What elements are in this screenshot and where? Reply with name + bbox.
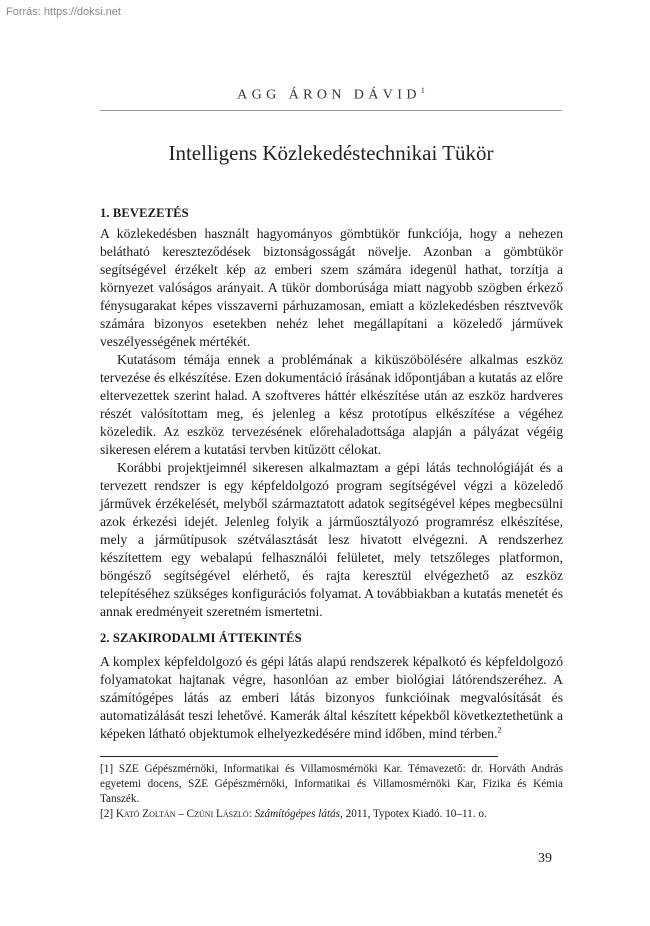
article-title: Intelligens Közlekedéstechnikai Tükör — [168, 141, 494, 165]
source-watermark: Forrás: https://doksi.net — [6, 6, 121, 18]
paragraph: A közlekedésben használt hagyományos gömbtükör funkciója, hogy a nehezen belátható kereszteződések biztonságosságát növelje. Azonban a gömbtükör segítségével érzékelt kép az emberi szem számára idegenül hathat, torzítja a környezet valóságos arányait. A tükör domborúsága miatt nagyobb szögben érkező fénysugarakat képes visszaverni párhuzamosan, emiatt a közlekedésben résztvevők számára bizonyos esetekben nehéz lehet megállapítani a közeledő járművek veszélyességének mértékét. — [100, 226, 563, 349]
paragraph: Korábbi projektjeimnél sikeresen alkalmaztam a gépi látás technológiáját és a tervezett rendszer is egy képfeldolgozó program segítségével végzi a közeledő járművek érzékelését, melyből származtatott adatok segítségével képes megbecsülni azok érkezési idejét. Jelenleg folyik a járműosztályozó programrész elkészítése, mely a járműtípusok szétválasztását lesz hivatott elvégezni. A rendszerhez készítettem egy webalapú felhasználói felületet, mely tetszőleges platformon, böngésző segítségével elérhető, és rajta keresztül elvégezhető az eszköz telepítéséhez szükséges konfigurációs folyamat. A továbbiakban a kutatás menetét és annak eredményeit szeretném ismertetni. — [100, 460, 563, 619]
header-rule — [100, 110, 562, 111]
paragraph: Kutatásom témája ennek a problémának a kiküszöbölésére alkalmas eszköz tervezése és elkészítése. Ezen dokumentáció írásának időpontjában a kutatás az előre eltervezettek szerint halad. A szoftveres háttér elkészítése után az eszköz hardveres részét valósítottam meg, és jelenleg a kész prototípus elkészítése a végéhez közeledik. Az eszköz tervezésének előrehaladottsága alapján a pályázat végéig sikeresen elérem a kutatási tervben kitűzött célokat. — [100, 352, 563, 457]
footnote-ref: 2 — [497, 725, 502, 735]
section-body-2 — [100, 653, 563, 743]
author-footnote-mark: 1 — [420, 86, 425, 95]
footnote-2: [2] Kató Zoltán – Czúni László: Számítógépes látás, 2011, Typotex Kiadó. 10–11. o. — [100, 808, 487, 820]
footnotes — [100, 762, 563, 822]
page-number: 39 — [538, 851, 552, 866]
section-body-1 — [100, 225, 563, 621]
footnote-1: [1] SZE Gépészmérnöki, Informatikai és Villamosmérnöki Kar. Témavezető: dr. Horváth András egyetemi docens, SZE Gépészmérnöki, Informatikai és Villamosmérnöki Kar, Fizika és Kémia Tanszék. — [100, 763, 563, 805]
footnote-rule — [100, 756, 498, 757]
author-name: AGG ÁRON DÁVID$^1$ — [237, 86, 425, 103]
section-heading-1: 1. BEVEZETÉS — [100, 206, 189, 220]
section-heading-2: 2. SZAKIRODALMI ÁTTEKINTÉS — [100, 631, 302, 645]
paragraph: A komplex képfeldolgozó és gépi látás alapú rendszerek képalkotó és képfeldolgozó folyamatokat hajtanak végre, hasonlóan az ember biológiai látórendszeréhez. A számítógépes látás az emberi látás bizonyos funkcióinak megvalósítását és automatizálását teszi lehetővé. Kamerák által készített képekből következtethetünk a képeken látható objektumok elhelyezkedésére mind időben, mind térben.$^2$ — [100, 654, 563, 741]
